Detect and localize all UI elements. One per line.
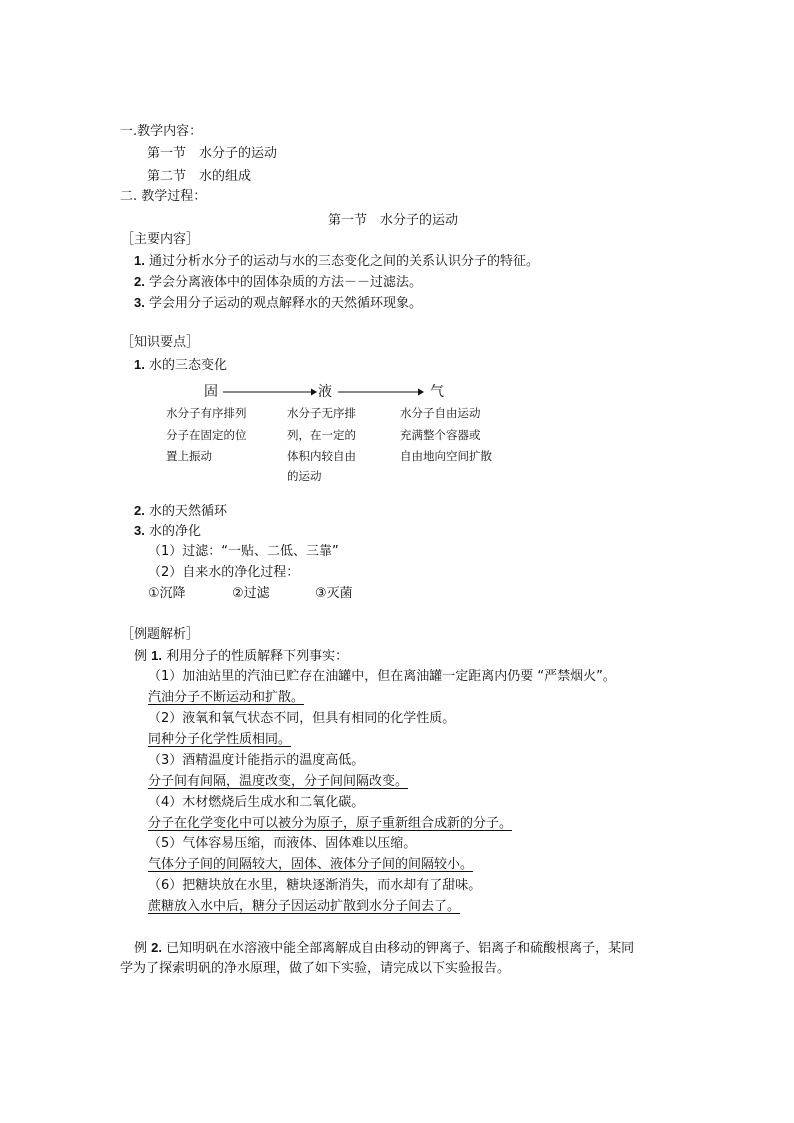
- step-filtration: ②过滤: [232, 586, 270, 601]
- state-liquid: 液: [318, 384, 332, 400]
- answer-1: 汽油分子不断运动和扩散。: [148, 690, 305, 705]
- liquid-desc-line-1: 水分子无序排: [287, 406, 356, 420]
- question-2: （2）液氧和氧气状态不同，但具有相同的化学性质。: [148, 711, 456, 726]
- item-number: 1.: [134, 253, 145, 268]
- example-1-heading: [134, 647, 348, 666]
- liquid-desc-line-2: 列，在一定的: [287, 428, 356, 442]
- example-2-line-1: [134, 939, 634, 958]
- answer-3: 分子间有间隔，温度改变，分子间间隔改变。: [148, 774, 409, 789]
- example-number: 1.: [151, 648, 162, 663]
- outline-heading-2: 二. 教学过程：: [120, 189, 207, 204]
- answer-4: 分子在化学变化中可以被分为原子，原子重新组合成新的分子。: [148, 816, 513, 831]
- example-text: 已知明矾在水溶液中能全部离解成自由移动的钾离子、铝离子和硫酸根离子，某同: [166, 941, 635, 956]
- knowledge-item-2: [134, 502, 227, 521]
- item-text: 水的天然循环: [148, 504, 227, 519]
- gas-desc-line-3: 自由地向空间扩散: [400, 449, 492, 463]
- example-number: 2.: [151, 940, 162, 955]
- main-item-1: [134, 252, 539, 271]
- filtration-note: （1）过滤：“一贴、二低、三靠”: [148, 544, 339, 559]
- outline-section-1: 第一节 水分子的运动: [147, 146, 278, 161]
- knowledge-item-3: [134, 522, 201, 541]
- question-3: （3）酒精温度计能指示的温度高低。: [148, 753, 365, 768]
- example-2-line-2: 学为了探索明矾的净水原理，做了如下实验，请完成以下实验报告。: [120, 961, 511, 976]
- arrow-solid-to-liquid: [223, 387, 317, 397]
- main-item-2: [134, 273, 422, 292]
- question-6: （6）把糖块放在水里，糖块逐渐消失，而水却有了甜味。: [148, 878, 482, 893]
- item-text: 水的三态变化: [148, 358, 227, 373]
- outline-section-2: 第二节 水的组成: [147, 169, 252, 184]
- item-number: 3.: [134, 523, 145, 538]
- example-prefix: 例: [134, 649, 148, 664]
- item-number: 2.: [134, 274, 145, 289]
- state-gas: 气: [430, 384, 444, 400]
- answer-2: 同种分子化学性质相同。: [148, 732, 292, 747]
- tap-water-process: （2）自来水的净化过程：: [148, 565, 300, 580]
- solid-desc-line-3: 置上振动: [166, 449, 212, 463]
- item-number: 3.: [134, 295, 145, 310]
- liquid-desc-line-4: 的运动: [287, 469, 322, 483]
- question-4: （4）木材燃烧后生成水和二氧化碳。: [148, 795, 365, 810]
- knowledge-label: ［知识要点］: [121, 335, 200, 350]
- example-text: 利用分子的性质解释下列事实：: [166, 649, 349, 664]
- arrow-liquid-to-gas: [338, 387, 424, 397]
- solid-desc-line-1: 水分子有序排列: [166, 406, 247, 420]
- solid-desc-line-2: 分子在固定的位: [166, 428, 247, 442]
- answer-6: 蔗糖放入水中后，糖分子因运动扩散到水分子间去了。: [148, 899, 461, 914]
- knowledge-item-1: [134, 356, 227, 375]
- item-text: 学会用分子运动的观点解释水的天然循环现象。: [148, 296, 422, 311]
- question-1: （1）加油站里的汽油已贮存在油罐中，但在离油罐一定距离内仍要 “严禁烟火”。: [148, 669, 616, 684]
- item-number: 2.: [134, 503, 145, 518]
- question-5: （5）气体容易压缩，而液体、固体难以压缩。: [148, 836, 417, 851]
- examples-label: ［例题解析］: [121, 627, 200, 642]
- gas-desc-line-1: 水分子自由运动: [400, 406, 481, 420]
- item-text: 水的净化: [148, 524, 201, 539]
- state-solid: 固: [204, 384, 218, 400]
- outline-heading-1: 一.教学内容：: [120, 124, 203, 139]
- example-prefix: 例: [134, 941, 148, 956]
- step-sedimentation: ①沉降: [148, 586, 186, 601]
- item-number: 1.: [134, 357, 145, 372]
- answer-5: 气体分子间的间隔较大，固体、液体分子间的间隔较小。: [148, 857, 474, 872]
- section-title: 第一节 水分子的运动: [328, 213, 459, 228]
- item-text: 通过分析水分子的运动与水的三态变化之间的关系认识分子的特征。: [148, 254, 539, 269]
- main-item-3: [134, 294, 422, 313]
- gas-desc-line-2: 充满整个容器或: [400, 428, 481, 442]
- main-content-label: ［主要内容］: [121, 232, 200, 247]
- step-sterilization: ③灭菌: [315, 586, 353, 601]
- liquid-desc-line-3: 体积内较自由: [287, 449, 356, 463]
- item-text: 学会分离液体中的固体杂质的方法－－过滤法。: [148, 275, 422, 290]
